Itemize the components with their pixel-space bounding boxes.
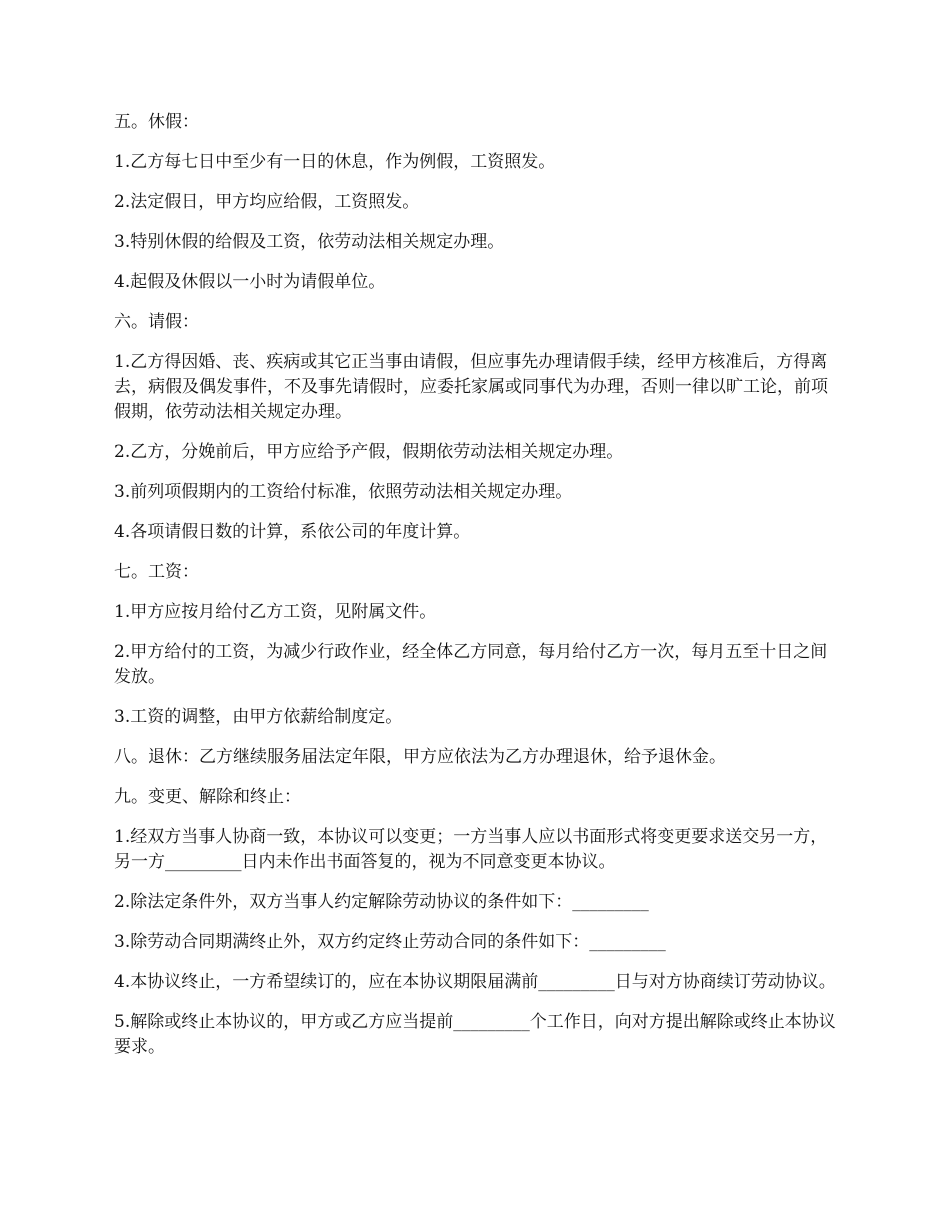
- paragraph: 4.本协议终止，一方希望续订的，应在本协议期限届满前_________日与对方协商续订劳动协议。: [114, 972, 836, 992]
- paragraph: 3.除劳动合同期满终止外，双方约定终止劳动合同的条件如下：_________: [114, 932, 666, 952]
- section-heading-leave: 六。请假：: [114, 312, 199, 332]
- paragraph: 2.甲方给付的工资，为减少行政作业，经全体乙方同意，每月给付乙方一次，每月五至十日之间发放。: [114, 642, 828, 687]
- paragraph: 4.起假及休假以一小时为请假单位。: [114, 272, 386, 292]
- section-heading-wages: 七。工资：: [114, 562, 199, 582]
- paragraph: 2.法定假日，甲方均应给假，工资照发。: [114, 192, 420, 212]
- section-heading-termination: 九。变更、解除和终止：: [114, 787, 301, 807]
- paragraph: 3.特别休假的给假及工资，依劳动法相关规定办理。: [114, 232, 505, 252]
- document-body: [114, 110, 844, 1075]
- paragraph: 5.解除或终止本协议的，甲方或乙方应当提前_________个工作日，向对方提出解除或终止本协议要求。: [114, 1012, 836, 1057]
- paragraph: 2.除法定条件外，双方当事人约定解除劳动协议的条件如下：_________: [114, 892, 649, 912]
- paragraph: 2.乙方，分娩前后，甲方应给予产假，假期依劳动法相关规定办理。: [114, 442, 624, 462]
- paragraph: 4.各项请假日数的计算，系依公司的年度计算。: [114, 522, 471, 542]
- paragraph: 1.乙方得因婚、丧、疾病或其它正当事由请假，但应事先办理请假手续，经甲方核准后，方得离去，病假及偶发事件，不及事先请假时，应委托家属或同事代为办理，否则一律以旷工论，前项假期，依劳动法相关规定办理。: [114, 352, 828, 422]
- section-heading-vacation: 五。休假：: [114, 112, 199, 132]
- paragraph: 1.乙方每七日中至少有一日的休息，作为例假，工资照发。: [114, 152, 556, 172]
- paragraph: 1.经双方当事人协商一致，本协议可以变更；一方当事人应以书面形式将变更要求送交另一方，另一方_________日内未作出书面答复的，视为不同意变更本协议。: [114, 827, 828, 872]
- paragraph: 3.前列项假期内的工资给付标准，依照劳动法相关规定办理。: [114, 482, 573, 502]
- paragraph: 1.甲方应按月给付乙方工资，见附属文件。: [114, 602, 437, 622]
- section-heading-retirement: 八。退休：乙方继续服务届法定年限，甲方应依法为乙方办理退休，给予退休金。: [114, 747, 726, 767]
- paragraph: 3.工资的调整，由甲方依薪给制度定。: [114, 707, 403, 727]
